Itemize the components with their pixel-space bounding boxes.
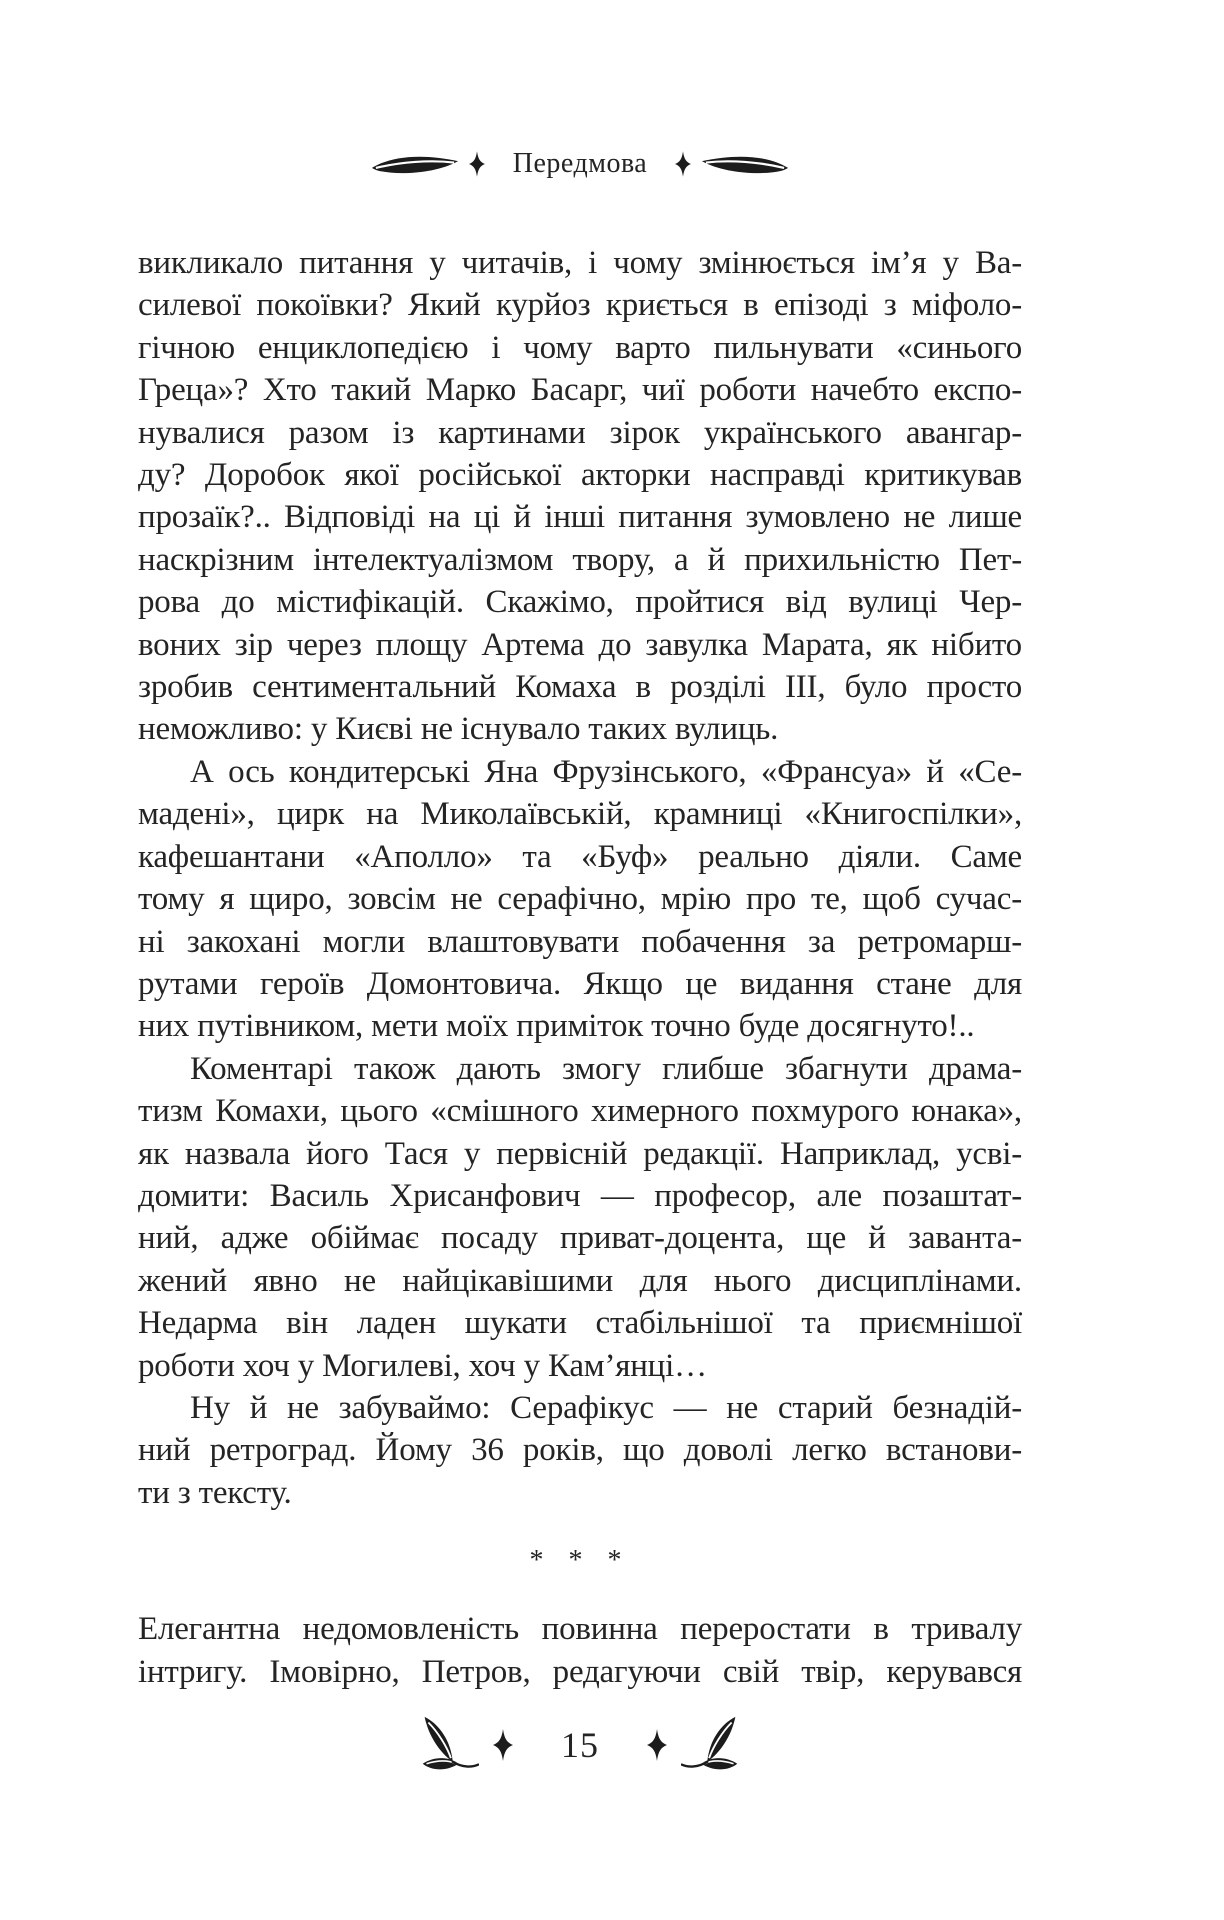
- leaf-ornament-left-icon: [371, 153, 459, 175]
- text-line: нувалися разом із картинами зірок українського авангар-: [138, 414, 1022, 451]
- four-pointed-star-icon: [675, 151, 691, 177]
- text-line: ду? Доробок якої російської акторки насправді критикував: [138, 457, 1022, 494]
- chapter-title: Передмова: [512, 148, 648, 179]
- text-line: ний, адже обіймає посаду приват-доцента, ще й заванта-: [138, 1220, 1022, 1257]
- section-separator: * * *: [529, 1545, 631, 1577]
- text-line: кафешантани «Аполло» та «Буф» реально діяли. Саме: [138, 838, 1022, 875]
- text-line: тому я щиро, зовсім не серафічно, мрію про те, щоб сучас-: [138, 881, 1022, 918]
- text-line: Греца»? Хто такий Марко Басарг, чиї роботи начебто експо-: [138, 372, 1022, 409]
- leaf-ornament-right-icon: [701, 153, 789, 175]
- text-line: воних зір через площу Артема до завулка Марата, як нібито: [138, 626, 1022, 663]
- chapter-header: [138, 148, 1022, 180]
- text-line: викликало питання у читачів, і чому змінюється ім’я у Ва-: [138, 245, 1022, 281]
- four-pointed-star-icon: [493, 1728, 513, 1762]
- text-line: А ось кондитерські Яна Фрузінського, «Франсуа» й «Се-: [190, 753, 1022, 790]
- text-line: гічною енциклопедією і чому варто пильнувати «синього: [138, 329, 1022, 366]
- leaf-branch-left-icon: [419, 1714, 479, 1776]
- page-footer: [138, 1714, 1022, 1776]
- text-line: тизм Комахи, цього «смішного химерного похмурого юнака»,: [138, 1093, 1022, 1130]
- text-line: ний ретроград. Йому 36 років, що доволі легко встанови-: [138, 1432, 1022, 1469]
- text-line: них путівником, мети моїх приміток точно буде досягнуто!..: [138, 1008, 975, 1045]
- text-line: силевої покоївки? Який курйоз криється в епізоді з міфоло-: [138, 287, 1022, 324]
- leaf-branch-right-icon: [681, 1714, 741, 1776]
- text-line: Елегантна недомовленість повинна переростати в тривалу: [138, 1611, 1022, 1648]
- text-line: рутами героїв Домонтовича. Якщо це видання стане для: [138, 965, 1022, 1002]
- text-line: домити: Василь Хрисанфович — професор, але позаштат-: [138, 1177, 1022, 1214]
- four-pointed-star-icon: [469, 151, 485, 177]
- text-section-1: [138, 242, 1022, 1514]
- text-line: Ну й не забуваймо: Серафікус — не старий безнадій-: [190, 1389, 1022, 1426]
- text-line: наскрізним інтелектуалізмом твору, а й прихильністю Пет-: [138, 541, 1022, 578]
- text-line: роботи хоч у Могилеві, хоч у Кам’янці…: [138, 1347, 707, 1384]
- text-line: прозаїк?.. Відповіді на ці й інші питання зумовлено не лише: [138, 499, 1022, 536]
- text-section-2: [138, 1608, 1022, 1693]
- page-number: 15: [561, 1725, 599, 1765]
- text-line: як назвала його Тася у первісній редакції. Наприклад, усві-: [138, 1135, 1022, 1172]
- four-pointed-star-icon: [647, 1728, 667, 1762]
- text-line: інтригу. Імовірно, Петров, редагуючи свій твір, керувався: [138, 1653, 1022, 1690]
- page-text: [138, 242, 1022, 1693]
- text-line: зробив сентиментальний Комаха в розділі III, було просто: [138, 669, 1022, 706]
- text-line: ти з тексту.: [138, 1474, 292, 1511]
- text-line: Недарма він ладен шукати стабільнішої та приємнішої: [138, 1305, 1022, 1342]
- text-line: рова до містифікацій. Скажімо, пройтися від вулиці Чер-: [138, 584, 1022, 621]
- text-line: ні закохані могли влаштовувати побачення за ретромарш-: [138, 923, 1022, 960]
- text-line: мадені», цирк на Миколаївській, крамниці «Книгоспілки»,: [138, 796, 1022, 833]
- text-line: Коментарі також дають змогу глибше збагнути драма-: [190, 1050, 1022, 1087]
- text-line: жений явно не найцікавішими для нього дисциплінами.: [138, 1262, 1022, 1299]
- text-line: неможливо: у Києві не існувало таких вулиць.: [138, 711, 779, 748]
